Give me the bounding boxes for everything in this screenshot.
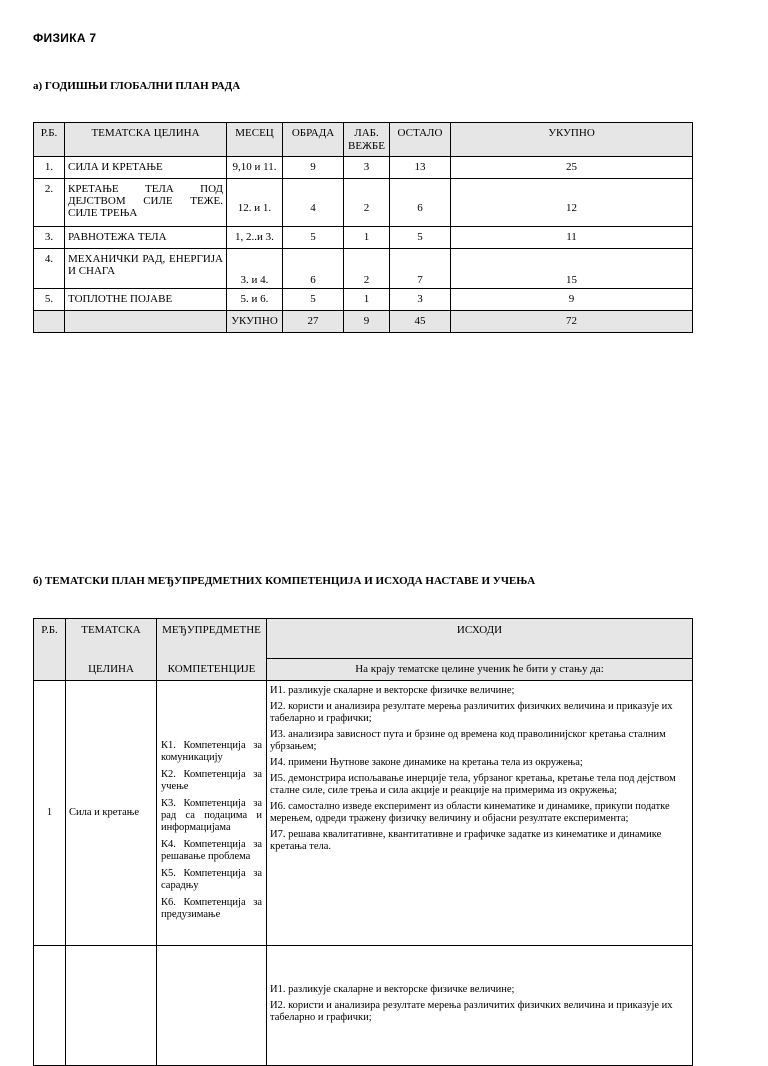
cell-ostalo: 3 [390,289,451,311]
col-header-ishodi-sub: На крају тематске целине ученик ће бити у стању да: [267,659,693,681]
col-header-rb: Р.Б. [34,619,66,681]
table-row [34,946,693,1066]
cell-tema: Сила и кретање [66,681,157,946]
outcome-item: И1. разликује скаларне и векторске физичке величине; [270,984,515,995]
cell-mesec: 3. и 4. [227,249,283,289]
competence-item: К6. Компетенција за предузимање [161,897,262,920]
col-header-rb: Р.Б. [34,123,65,157]
annual-plan-table [33,122,693,333]
cell-mesec: 1, 2..и 3. [227,227,283,249]
cell-ukupno: 15 [451,249,693,289]
col-header-tema-top: ТЕМАТСКА [66,619,157,659]
cell-rb: 5. [34,289,65,311]
cell-rb: 2. [34,179,65,227]
cell-obrada: 6 [283,249,344,289]
table-row [34,227,693,249]
cell-obrada: 9 [283,157,344,179]
cell-lab: 1 [344,227,390,249]
outcome-item: И5. демонстрира испољавање инерције тела, убрзаног кретања, кретање тела под дејством сталне силе, силе трења и сила акције и реакције на примерима из окружења; [270,773,676,796]
total-lab: 9 [344,311,390,333]
competence-item: К4. Компетенција за решавање проблема [161,839,262,862]
cell-mesec: 5. и 6. [227,289,283,311]
cell-ostalo: 6 [390,179,451,227]
outcome-item: И6. самостално изведе експеримент из области кинематике и динамике, прикупи податке мерењем, одреди тражену физичку величину и објасни резултате експеримента; [270,801,670,824]
cell-ishodi [267,946,693,1066]
total-obrada: 27 [283,311,344,333]
table-header-row [34,619,693,659]
total-ostalo: 45 [390,311,451,333]
section-b-heading: б) ТЕМАТСКИ ПЛАН МЕЂУПРЕДМЕТНИХ КОМПЕТЕНЦИЈА И ИСХОДА НАСТАВЕ И УЧЕЊА [33,575,536,587]
outcome-item: И2. користи и анализира резултате мерења различитих физичких величина и приказује их табеларно и графички; [270,1000,673,1023]
table-row [34,157,693,179]
cell-ishodi [267,681,693,946]
competence-item: К3. Компетенција за рад са подацима и информацијама [161,798,262,833]
cell-ukupno: 11 [451,227,693,249]
total-ukupno: 72 [451,311,693,333]
cell-lab: 1 [344,289,390,311]
cell-ostalo: 5 [390,227,451,249]
cell-rb: 4. [34,249,65,289]
competence-item: К2. Компетенција за учење [161,769,262,792]
table-row [34,179,693,227]
col-header-ishodi: ИСХОДИ [267,619,693,659]
cell-lab: 2 [344,179,390,227]
cell-kompetencije [157,681,267,946]
cell-ostalo: 13 [390,157,451,179]
table-row [34,681,693,946]
cell-rb: 1. [34,157,65,179]
outcome-item: И4. примени Њутнове законе динамике на кретања тела из окружења; [270,757,583,768]
table-subheader-row [34,659,693,681]
cell-lab: 2 [344,249,390,289]
document-title: ФИЗИКА 7 [33,31,97,45]
col-header-mesec: МЕСЕЦ [227,123,283,157]
total-row [34,311,693,333]
cell-rb: 3. [34,227,65,249]
cell-tema: ТОПЛОТНЕ ПОЈАВЕ [65,289,227,311]
col-header-lab: ЛАБ. ВЕЖБЕ [344,123,390,157]
col-header-komp-top: МЕЂУПРЕДМЕТНЕ [157,619,267,659]
cell-empty [65,311,227,333]
cell-obrada: 5 [283,289,344,311]
outcome-item: И3. анализира зависност пута и брзине од времена код праволинијског кретања сталним убрзањем; [270,729,666,752]
competence-item: К5. Компетенција за сарадњу [161,868,262,891]
cell-ukupno: 9 [451,289,693,311]
cell-obrada: 4 [283,179,344,227]
cell-tema: МЕХАНИЧКИ РАД, ЕНЕРГИЈА И СНАГА [65,249,227,289]
cell-ukupno: 25 [451,157,693,179]
cell-mesec: 9,10 и 11. [227,157,283,179]
table-row [34,289,693,311]
cell-rb: 1 [34,681,66,946]
table-header-row [34,123,693,157]
col-header-tema-bottom: ЦЕЛИНА [66,659,157,681]
cell-tema: СИЛА И КРЕТАЊЕ [65,157,227,179]
cell-tema: РАВНОТЕЖА ТЕЛА [65,227,227,249]
col-header-ukupno: УКУПНО [451,123,693,157]
outcome-item: И1. разликује скаларне и векторске физичке величине; [270,685,515,696]
thematic-plan-table [33,618,693,1066]
cell-mesec: 12. и 1. [227,179,283,227]
cell-empty [34,311,65,333]
total-label: УКУПНО [227,311,283,333]
col-header-tema: ТЕМАТСКА ЦЕЛИНА [65,123,227,157]
col-header-obrada: ОБРАДА [283,123,344,157]
cell-kompetencije [157,946,267,1066]
outcome-item: И2. користи и анализира резултате мерења различитих физичких величина и приказује их табеларно и графички; [270,701,673,724]
section-a-heading: а) ГОДИШЊИ ГЛОБАЛНИ ПЛАН РАДА [33,80,241,92]
cell-obrada: 5 [283,227,344,249]
col-header-komp-bottom: КОМПЕТЕНЦИЈЕ [157,659,267,681]
cell-tema [66,946,157,1066]
competence-item: К1. Компетенција за комуникацију [161,740,262,763]
col-header-ostalo: ОСТАЛО [390,123,451,157]
cell-rb [34,946,66,1066]
cell-tema: КРЕТАЊЕ ТЕЛА ПОД ДЕЈСТВОМ СИЛЕ ТЕЖЕ. СИЛЕ ТРЕЊА [65,179,227,227]
table-row [34,249,693,289]
cell-ukupno: 12 [451,179,693,227]
cell-ostalo: 7 [390,249,451,289]
outcome-item: И7. решава квалитативне, квантитативне и графичке задатке из кинематике и динамике кретања тела. [270,829,662,852]
cell-lab: 3 [344,157,390,179]
